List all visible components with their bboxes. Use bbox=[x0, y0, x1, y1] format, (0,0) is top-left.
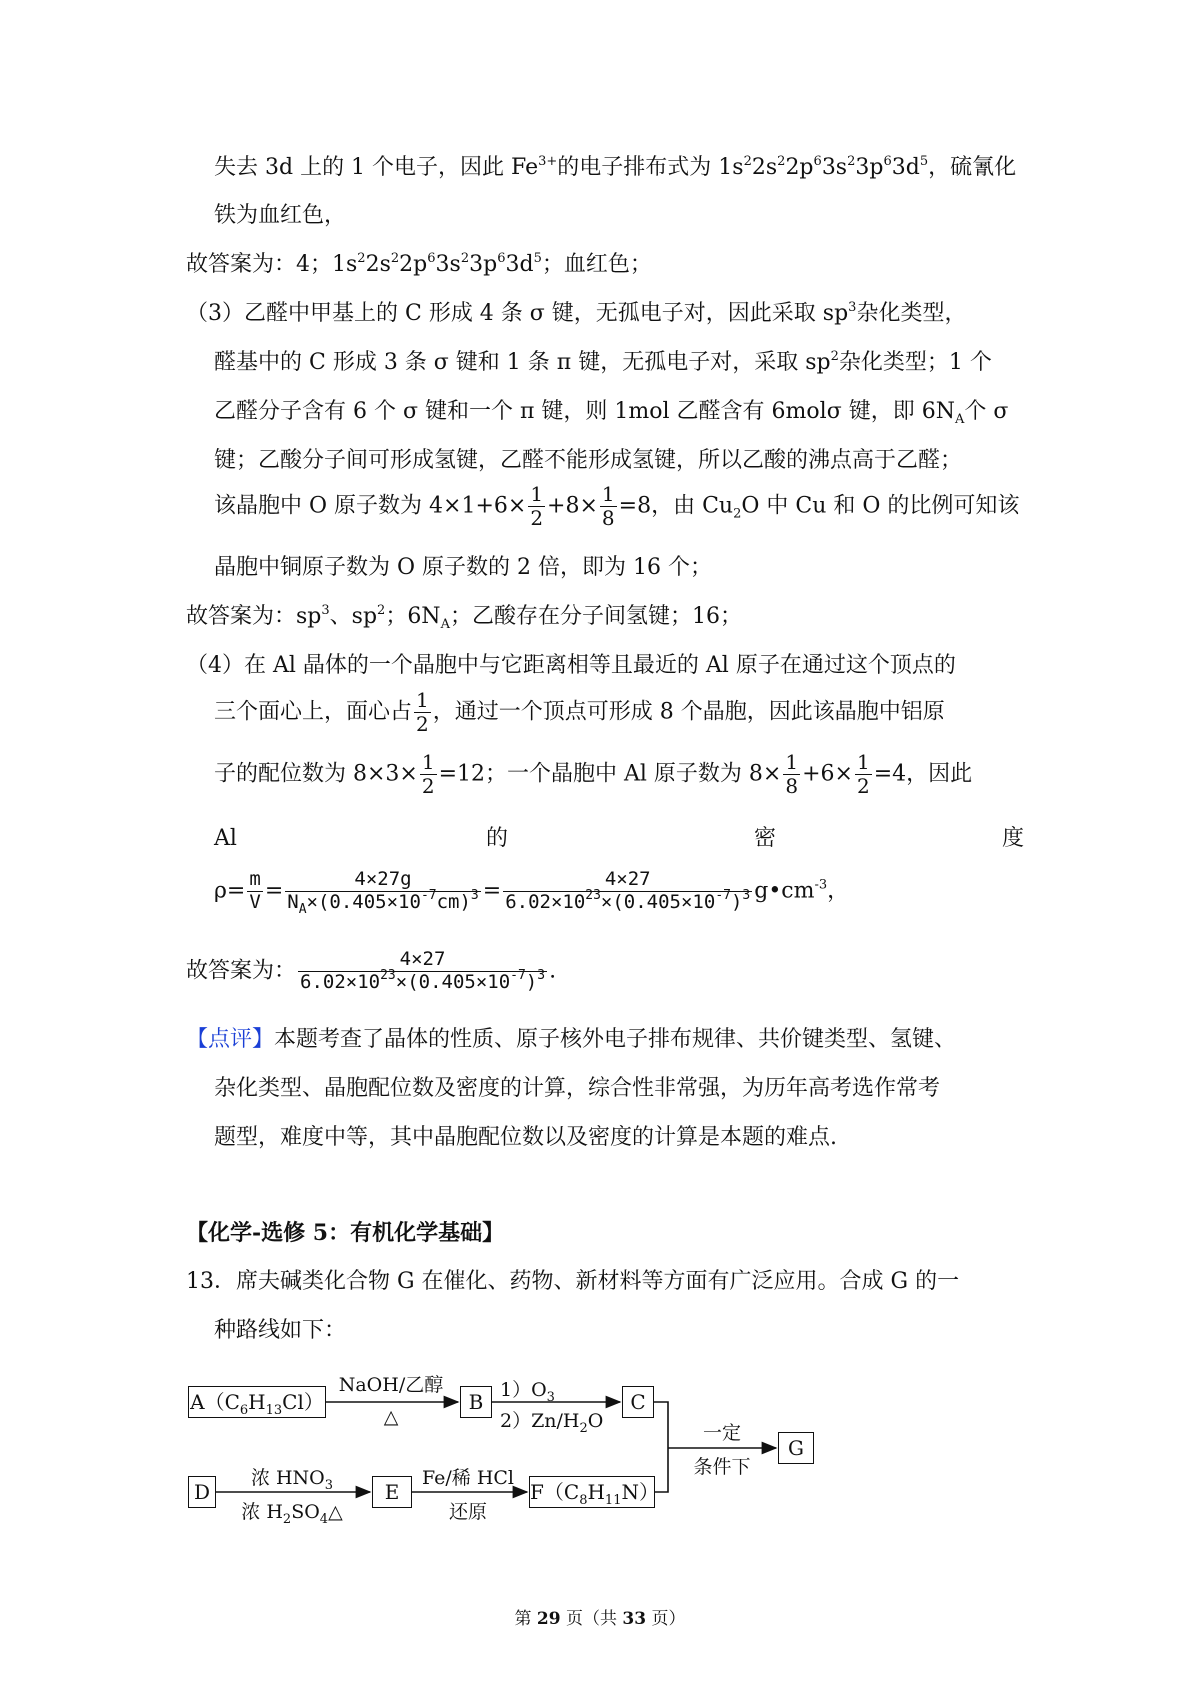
density-formula: ρ= $\frac{m}{V}$ = $\frac{4\times 27g}{N_A\times(0.405\times 10^{-7}cm)^3}$ = $\frac{4\times 27}{6.02\times 10^{23}\times(0.405\times 10^{-7})^3}$ $g•cm^{-3}$， bbox=[214, 868, 850, 917]
solution-line-with-fractions: 三个面心上，面心占 $\frac{1}{2}$ ，通过一个顶点可形成 8 个晶胞，因此该晶胞中铝原 bbox=[214, 688, 945, 736]
fraction-half: $\frac{1}{2}$ bbox=[416, 688, 429, 736]
answer-formula: 故答案为： $\frac{4\times 27}{6.02\times 10^{23}\times(0.405\times 10^{-7})^3}$ . bbox=[186, 948, 557, 993]
solution-line: 键；乙酸分子间可形成氢键，乙醛不能形成氢键，所以乙酸的沸点高于乙醛； bbox=[214, 448, 963, 473]
question-13: 13．席夫碱类化合物 G 在催化、药物、新材料等方面有广泛应用。合成 G 的一 bbox=[186, 1269, 960, 1294]
fraction-density-2: $\frac{4\times 27}{6.02\times 10^{23}\times(0.405\times 10^{-7})^3}$ bbox=[505, 868, 751, 913]
compound-b-box: B bbox=[460, 1386, 492, 1418]
solution-line-with-fractions: 该晶胞中 O 原子数为 4×1+6× $\frac{1}{2}$ +8× $\frac{1}{8}$ =8，由 $Cu_2O$ 中 Cu 和 O 的比例可知该 bbox=[214, 482, 1020, 530]
fraction-eighth: $\frac{1}{8}$ bbox=[785, 750, 799, 798]
compound-f-box: $F(C_8H_{11}N)$ bbox=[529, 1476, 655, 1508]
page-number: 29 bbox=[536, 1609, 561, 1629]
compound-e-box: E bbox=[372, 1476, 412, 1508]
justified-word-du: 度 bbox=[1002, 826, 1025, 851]
fraction-half: $\frac{1}{2}$ bbox=[856, 750, 870, 798]
reagent-bc-top: $1)O_3$ bbox=[500, 1379, 555, 1405]
reagent-ab-bottom: △ bbox=[383, 1406, 399, 1428]
answer-line: 故答案为：$sp^3$、$sp^2$；$6N_A$；乙酸存在分子间氢键；16； bbox=[186, 603, 742, 632]
solution-line: 晶胞中铜原子数为 O 原子数的 2 倍，即为 16 个； bbox=[214, 555, 712, 580]
fraction-eighth: $\frac{1}{8}$ bbox=[601, 482, 615, 530]
fraction-m-over-v: $\frac{m}{V}$ bbox=[249, 868, 261, 913]
comment-line: 【点评】本题考查了晶体的性质、原子核外电子排布规律、共价键类型、氢键、 bbox=[186, 1027, 957, 1052]
reagent-ef-top: Fe/稀 HCl bbox=[421, 1467, 514, 1489]
condition-top: 一定 bbox=[702, 1422, 741, 1444]
fraction-density-1: $\frac{4\times 27g}{N_A\times(0.405\times 10^{-7}cm)^3}$ bbox=[287, 868, 479, 917]
solution-line: 醛基中的 C 形成 3 条 σ 键和 1 条 π 键，无孤电子对，采取 $sp^2$杂化类型；1 个 bbox=[214, 349, 992, 375]
fraction-half: $\frac{1}{2}$ bbox=[421, 750, 435, 798]
condition-bottom: 条件下 bbox=[693, 1456, 751, 1478]
reagent-ab-top: NaOH/乙醇 bbox=[338, 1374, 444, 1396]
reagent-bc-bottom: $2)Zn/H_2O$ bbox=[500, 1410, 604, 1436]
solution-line: （3）乙醛中甲基上的 C 形成 4 条 σ 键，无孤电子对，因此采取 $sp^3$杂化类型， bbox=[186, 300, 967, 326]
solution-line: 铁为血红色， bbox=[214, 203, 347, 228]
reagent-ef-bottom: 还原 bbox=[448, 1501, 487, 1523]
compound-a-box: $A(C_6H_{13}Cl)$ bbox=[188, 1386, 326, 1418]
answer-line: 故答案为：4；$1s^22s^22p^63s^23p^63d^5$；血红色； bbox=[186, 251, 652, 277]
justified-word-al: Al bbox=[214, 826, 237, 851]
reagent-de-bottom: 浓 $H_2SO_4\triangle$ bbox=[241, 1501, 343, 1527]
comment-label: 【点评】 bbox=[186, 1027, 275, 1052]
solution-line: （4）在 Al 晶体的一个晶胞中与它距离相等且最近的 Al 原子在通过这个顶点的 bbox=[186, 653, 956, 678]
compound-g-box: G bbox=[778, 1432, 814, 1464]
reagent-de-top: 浓 $HNO_3$ bbox=[250, 1467, 334, 1493]
justified-word-mi: 密 bbox=[754, 826, 777, 851]
comment-line: 题型，难度中等，其中晶胞配位数以及密度的计算是本题的难点. bbox=[214, 1125, 837, 1150]
question-line: 种路线如下： bbox=[214, 1318, 347, 1343]
compound-c-box: C bbox=[622, 1386, 654, 1418]
page-total: 33 bbox=[622, 1609, 647, 1629]
page-footer: 第 29 页（共 33 页） bbox=[514, 1609, 686, 1629]
justified-word-de: 的 bbox=[486, 826, 509, 851]
fraction-density-answer: $\frac{4\times 27}{6.02\times 10^{23}\times(0.405\times 10^{-7})^3}$ bbox=[300, 948, 546, 993]
compound-d-box: D bbox=[188, 1476, 216, 1508]
solution-line-with-fractions: 子的配位数为 8×3× $\frac{1}{2}$ =12；一个晶胞中 Al 原子数为 8× $\frac{1}{8}$ +6× $\frac{1}{2}$ =4，因此 bbox=[214, 750, 973, 798]
fraction-half: $\frac{1}{2}$ bbox=[530, 482, 544, 530]
solution-line: 失去 3d 上的 1 个电子，因此 $Fe^{3+}$的电子排布式为 $1s^22s^22p^63s^23p^63d^5$，硫氰化 bbox=[214, 154, 1017, 180]
comment-line: 杂化类型、晶胞配位数及密度的计算，综合性非常强，为历年高考选作常考 bbox=[214, 1076, 941, 1101]
section-heading: 【化学-选修 5：有机化学基础】 bbox=[186, 1220, 505, 1246]
solution-line: 乙醛分子含有 6 个 σ 键和一个 π 键，则 1mol 乙醛含有 6molσ 键，即 $6N_A$个 σ bbox=[214, 399, 1009, 427]
